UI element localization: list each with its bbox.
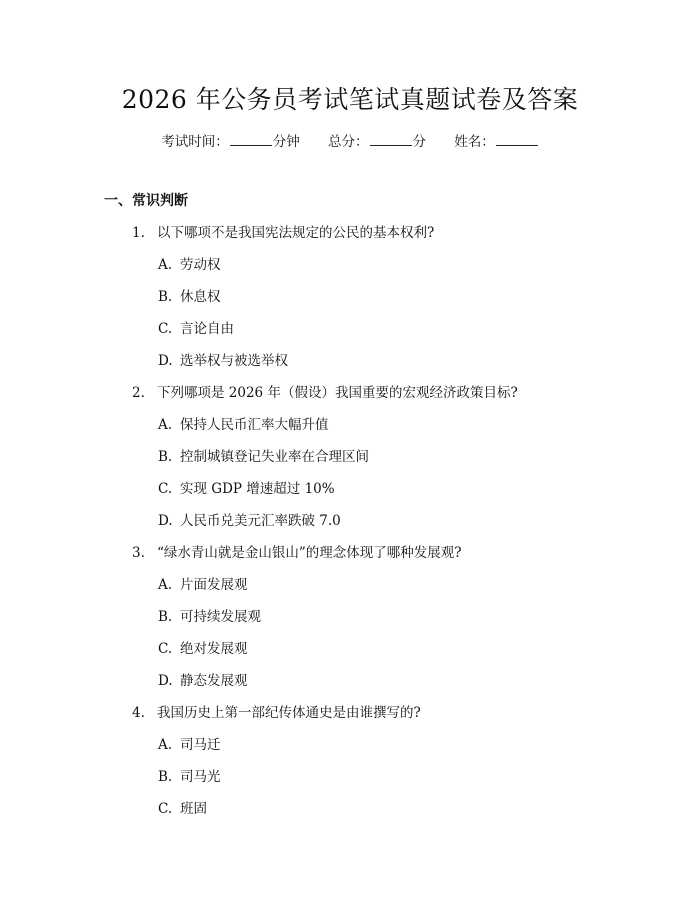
option-letter: D.: [158, 513, 173, 529]
name-label: 姓名：: [454, 134, 495, 150]
option-letter: A.: [158, 737, 173, 753]
option-text: 静态发展观: [180, 673, 248, 689]
question-number: 3.: [132, 545, 145, 561]
option-letter: C.: [158, 481, 173, 497]
option-text: 言论自由: [180, 321, 234, 337]
option-letter: D.: [158, 353, 173, 369]
option-letter: B.: [158, 609, 173, 625]
time-label: 考试时间：: [161, 134, 229, 150]
option-text: 控制城镇登记失业率在合理区间: [180, 449, 369, 465]
page-title: 2026 年公务员考试笔试真题试卷及答案: [121, 85, 579, 114]
question-text: “绿水青山就是金山银山”的理念体现了哪种发展观?: [157, 545, 462, 561]
time-blank[interactable]: [230, 131, 272, 146]
section-title: 一、常识判断: [104, 193, 188, 209]
option-text: 可持续发展观: [180, 609, 261, 625]
exam-score: [328, 131, 426, 152]
score-blank[interactable]: [370, 131, 412, 146]
option-text: 保持人民币汇率大幅升值: [180, 417, 329, 433]
option-text: 劳动权: [180, 257, 221, 273]
option-text: 绝对发展观: [180, 641, 248, 657]
option-letter: B.: [158, 769, 173, 785]
exam-time: [161, 131, 300, 152]
time-unit: 分钟: [272, 134, 300, 150]
option-text: 司马光: [180, 769, 221, 785]
option-letter: B.: [158, 449, 173, 465]
option-letter: A.: [158, 577, 173, 593]
score-label: 总分：: [328, 134, 369, 150]
option-letter: D.: [158, 673, 173, 689]
option-letter: C.: [158, 321, 173, 337]
option-letter: A.: [158, 417, 173, 433]
option-text: 片面发展观: [180, 577, 248, 593]
question-text: 下列哪项是 2026 年（假设）我国重要的宏观经济政策目标?: [157, 385, 518, 401]
option-letter: B.: [158, 289, 173, 305]
option-letter: C.: [158, 641, 173, 657]
question-number: 2.: [132, 385, 145, 401]
question-number: 1.: [132, 225, 145, 241]
question-text: 我国历史上第一部纪传体通史是由谁撰写的?: [157, 705, 421, 721]
question-number: 4.: [132, 705, 145, 721]
option-text: 实现 GDP 增速超过 10%: [180, 481, 335, 497]
option-letter: C.: [158, 801, 173, 817]
score-unit: 分: [412, 134, 426, 150]
option-text: 司马迁: [180, 737, 221, 753]
option-text: 休息权: [180, 289, 221, 305]
option-text: 人民币兑美元汇率跌破 7.0: [180, 513, 341, 529]
option-letter: A.: [158, 257, 173, 273]
question-text: 以下哪项不是我国宪法规定的公民的基本权利?: [157, 225, 435, 241]
option-text: 班固: [180, 801, 207, 817]
option-text: 选举权与被选举权: [180, 353, 288, 369]
exam-meta: [0, 131, 700, 152]
name-blank[interactable]: [496, 131, 538, 146]
exam-name: [454, 131, 539, 152]
